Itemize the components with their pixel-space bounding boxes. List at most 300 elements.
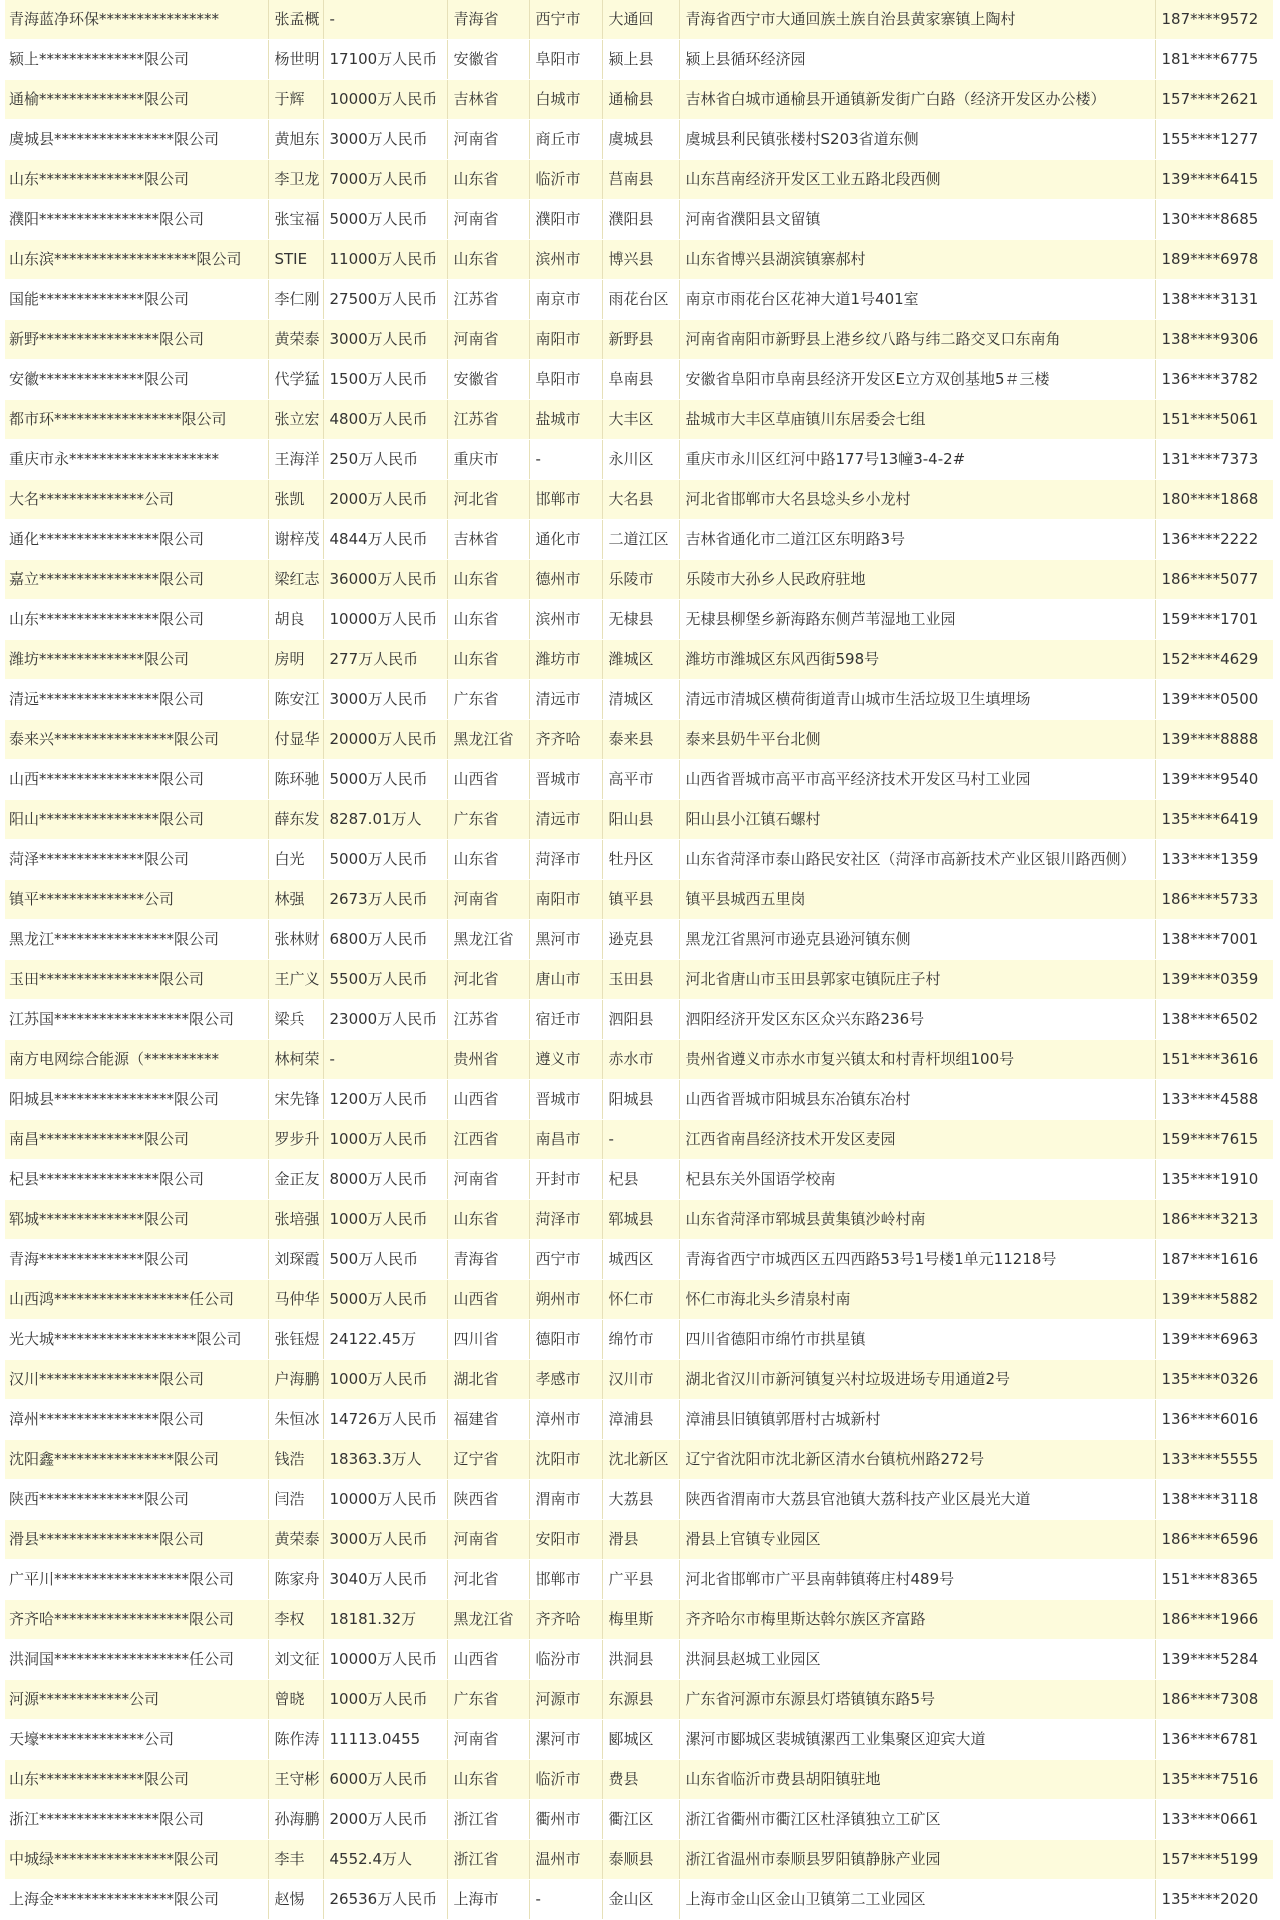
- cell-city: 南阳市: [529, 880, 602, 920]
- cell-phone: 151****5061: [1155, 400, 1273, 440]
- cell-province: 湖北省: [447, 1360, 529, 1400]
- cell-city: 濮阳市: [529, 200, 602, 240]
- cell-province: 浙江省: [447, 1800, 529, 1840]
- cell-legal-person: 黄荣泰: [268, 1520, 323, 1560]
- cell-province: 江西省: [447, 1120, 529, 1160]
- cell-legal-person: 薛东发: [268, 800, 323, 840]
- cell-city: 黑河市: [529, 920, 602, 960]
- table-row: [5, 160, 1273, 200]
- cell-company: 漳州****************限公司: [5, 1400, 268, 1440]
- cell-company: 天壕**************公司: [5, 1720, 268, 1760]
- cell-registered-capital: 27500万人民币: [323, 280, 447, 320]
- cell-district: 清城区: [602, 680, 679, 720]
- table-row: [5, 640, 1273, 680]
- cell-district: 怀仁市: [602, 1280, 679, 1320]
- cell-legal-person: 罗步升: [268, 1120, 323, 1160]
- cell-address: 杞县东关外国语学校南: [679, 1160, 1155, 1200]
- cell-province: 河北省: [447, 480, 529, 520]
- cell-district: 泰顺县: [602, 1840, 679, 1880]
- table-row: [5, 1640, 1273, 1680]
- cell-address: 漳浦县旧镇镇郭厝村古城新村: [679, 1400, 1155, 1440]
- table-row: [5, 1800, 1273, 1840]
- table-row: [5, 920, 1273, 960]
- cell-district: 东源县: [602, 1680, 679, 1720]
- cell-city: 齐齐哈: [529, 720, 602, 760]
- cell-legal-person: 于辉: [268, 80, 323, 120]
- cell-registered-capital: 18363.3万人: [323, 1440, 447, 1480]
- cell-district: 通榆县: [602, 80, 679, 120]
- cell-city: 商丘市: [529, 120, 602, 160]
- cell-company: 齐齐哈******************限公司: [5, 1600, 268, 1640]
- cell-province: 河北省: [447, 960, 529, 1000]
- cell-address: 黑龙江省黑河市逊克县逊河镇东侧: [679, 920, 1155, 960]
- cell-registered-capital: 2000万人民币: [323, 1800, 447, 1840]
- cell-phone: 138****3131: [1155, 280, 1273, 320]
- cell-phone: 186****7308: [1155, 1680, 1273, 1720]
- cell-district: 洪洞县: [602, 1640, 679, 1680]
- cell-company: 洪洞国******************任公司: [5, 1640, 268, 1680]
- table-row: [5, 560, 1273, 600]
- cell-registered-capital: 2673万人民币: [323, 880, 447, 920]
- cell-registered-capital: -: [323, 1040, 447, 1080]
- table-row: [5, 1320, 1273, 1360]
- cell-phone: 139****0500: [1155, 680, 1273, 720]
- cell-address: 山东省临沂市费县胡阳镇驻地: [679, 1760, 1155, 1800]
- cell-registered-capital: 18181.32万: [323, 1600, 447, 1640]
- cell-legal-person: 李卫龙: [268, 160, 323, 200]
- cell-district: 乐陵市: [602, 560, 679, 600]
- cell-province: 山西省: [447, 760, 529, 800]
- cell-city: 南阳市: [529, 320, 602, 360]
- cell-legal-person: 赵惕: [268, 1880, 323, 1920]
- cell-legal-person: 李丰: [268, 1840, 323, 1880]
- cell-city: 齐齐哈: [529, 1600, 602, 1640]
- cell-province: 河北省: [447, 1560, 529, 1600]
- table-row: [5, 200, 1273, 240]
- table-row: [5, 1200, 1273, 1240]
- cell-legal-person: 户海鹏: [268, 1360, 323, 1400]
- cell-legal-person: 谢梓茂: [268, 520, 323, 560]
- cell-legal-person: 梁红志: [268, 560, 323, 600]
- cell-city: 通化市: [529, 520, 602, 560]
- cell-province: 青海省: [447, 0, 529, 40]
- cell-phone: 139****9540: [1155, 760, 1273, 800]
- table-row: [5, 320, 1273, 360]
- cell-address: 怀仁市海北头乡清泉村南: [679, 1280, 1155, 1320]
- cell-address: 浙江省衢州市衢江区杜泽镇独立工矿区: [679, 1800, 1155, 1840]
- cell-district: 潍城区: [602, 640, 679, 680]
- cell-district: 颍上县: [602, 40, 679, 80]
- table-row: [5, 960, 1273, 1000]
- cell-registered-capital: 1000万人民币: [323, 1680, 447, 1720]
- cell-phone: 139****5284: [1155, 1640, 1273, 1680]
- cell-registered-capital: 2000万人民币: [323, 480, 447, 520]
- cell-address: 山东省菏泽市郓城县黄集镇沙岭村南: [679, 1200, 1155, 1240]
- cell-legal-person: 黄荣泰: [268, 320, 323, 360]
- cell-phone: 186****1966: [1155, 1600, 1273, 1640]
- cell-registered-capital: 500万人民币: [323, 1240, 447, 1280]
- cell-phone: 133****5555: [1155, 1440, 1273, 1480]
- cell-district: 无棣县: [602, 600, 679, 640]
- cell-registered-capital: 24122.45万: [323, 1320, 447, 1360]
- cell-district: 金山区: [602, 1880, 679, 1920]
- cell-legal-person: 曾晓: [268, 1680, 323, 1720]
- cell-city: 清远市: [529, 800, 602, 840]
- cell-legal-person: 张钰煜: [268, 1320, 323, 1360]
- cell-address: 四川省德阳市绵竹市拱星镇: [679, 1320, 1155, 1360]
- cell-registered-capital: 1000万人民币: [323, 1360, 447, 1400]
- cell-phone: 157****2621: [1155, 80, 1273, 120]
- table-row: [5, 1080, 1273, 1120]
- table-row: [5, 520, 1273, 560]
- cell-company: 山西****************限公司: [5, 760, 268, 800]
- cell-company: 南方电网综合能源（**********: [5, 1040, 268, 1080]
- cell-district: 泗阳县: [602, 1000, 679, 1040]
- cell-city: 渭南市: [529, 1480, 602, 1520]
- cell-address: 颍上县循环经济园: [679, 40, 1155, 80]
- cell-legal-person: 陈安江: [268, 680, 323, 720]
- cell-legal-person: 闫浩: [268, 1480, 323, 1520]
- cell-phone: 135****7516: [1155, 1760, 1273, 1800]
- cell-company: 中城绿****************限公司: [5, 1840, 268, 1880]
- cell-address: 清远市清城区横荷街道青山城市生活垃圾卫生填埋场: [679, 680, 1155, 720]
- cell-address: 吉林省通化市二道江区东明路3号: [679, 520, 1155, 560]
- cell-address: 泰来县奶牛平台北侧: [679, 720, 1155, 760]
- table-row: [5, 1680, 1273, 1720]
- cell-province: 辽宁省: [447, 1440, 529, 1480]
- cell-phone: 139****0359: [1155, 960, 1273, 1000]
- cell-district: 阳城县: [602, 1080, 679, 1120]
- cell-company: 沈阳鑫****************限公司: [5, 1440, 268, 1480]
- cell-district: 漳浦县: [602, 1400, 679, 1440]
- table-row: [5, 1480, 1273, 1520]
- cell-phone: 139****6415: [1155, 160, 1273, 200]
- cell-province: 黑龙江省: [447, 720, 529, 760]
- cell-address: 潍坊市潍城区东风西街598号: [679, 640, 1155, 680]
- cell-phone: 186****5733: [1155, 880, 1273, 920]
- cell-city: 安阳市: [529, 1520, 602, 1560]
- cell-district: 梅里斯: [602, 1600, 679, 1640]
- cell-district: 滑县: [602, 1520, 679, 1560]
- cell-registered-capital: 5000万人民币: [323, 1280, 447, 1320]
- cell-phone: 187****1616: [1155, 1240, 1273, 1280]
- cell-company: 广平川******************限公司: [5, 1560, 268, 1600]
- cell-company: 嘉立****************限公司: [5, 560, 268, 600]
- cell-city: 漳州市: [529, 1400, 602, 1440]
- cell-phone: 136****2222: [1155, 520, 1273, 560]
- cell-legal-person: 胡良: [268, 600, 323, 640]
- cell-province: 青海省: [447, 1240, 529, 1280]
- cell-city: 清远市: [529, 680, 602, 720]
- cell-company: 陕西**************限公司: [5, 1480, 268, 1520]
- cell-address: 辽宁省沈阳市沈北新区清水台镇杭州路272号: [679, 1440, 1155, 1480]
- cell-legal-person: 钱浩: [268, 1440, 323, 1480]
- cell-phone: 186****6596: [1155, 1520, 1273, 1560]
- cell-phone: 131****7373: [1155, 440, 1273, 480]
- cell-province: 山东省: [447, 1200, 529, 1240]
- table-row: [5, 720, 1273, 760]
- cell-phone: 151****8365: [1155, 1560, 1273, 1600]
- cell-phone: 186****5077: [1155, 560, 1273, 600]
- cell-city: 潍坊市: [529, 640, 602, 680]
- cell-phone: 138****7001: [1155, 920, 1273, 960]
- cell-registered-capital: 1500万人民币: [323, 360, 447, 400]
- cell-province: 广东省: [447, 800, 529, 840]
- cell-registered-capital: 1200万人民币: [323, 1080, 447, 1120]
- cell-company: 菏泽**************限公司: [5, 840, 268, 880]
- cell-address: 滑县上官镇专业园区: [679, 1520, 1155, 1560]
- cell-phone: 181****6775: [1155, 40, 1273, 80]
- table-row: [5, 440, 1273, 480]
- table-row: [5, 760, 1273, 800]
- cell-registered-capital: 11000万人民币: [323, 240, 447, 280]
- cell-phone: 135****1910: [1155, 1160, 1273, 1200]
- cell-registered-capital: 277万人民币: [323, 640, 447, 680]
- cell-company: 山西鸿******************任公司: [5, 1280, 268, 1320]
- cell-legal-person: 代学猛: [268, 360, 323, 400]
- cell-city: 河源市: [529, 1680, 602, 1720]
- table-row: [5, 1280, 1273, 1320]
- cell-address: 山西省晋城市高平市高平经济技术开发区马村工业园: [679, 760, 1155, 800]
- cell-address: 安徽省阜阳市阜南县经济开发区E立方双创基地5＃三楼: [679, 360, 1155, 400]
- cell-registered-capital: 10000万人民币: [323, 80, 447, 120]
- table-row: [5, 1760, 1273, 1800]
- table-row: [5, 80, 1273, 120]
- cell-legal-person: 陈作涛: [268, 1720, 323, 1760]
- cell-company: 光大城*******************限公司: [5, 1320, 268, 1360]
- cell-province: 广东省: [447, 680, 529, 720]
- cell-district: 虞城县: [602, 120, 679, 160]
- table-row: [5, 360, 1273, 400]
- table-row: [5, 1840, 1273, 1880]
- cell-address: 山东莒南经济开发区工业五路北段西侧: [679, 160, 1155, 200]
- cell-city: 临沂市: [529, 1760, 602, 1800]
- cell-company: 玉田****************限公司: [5, 960, 268, 1000]
- cell-address: 上海市金山区金山卫镇第二工业园区: [679, 1880, 1155, 1920]
- cell-address: 河南省濮阳县文留镇: [679, 200, 1155, 240]
- cell-city: 宿迁市: [529, 1000, 602, 1040]
- cell-province: 上海市: [447, 1880, 529, 1920]
- cell-district: 大荔县: [602, 1480, 679, 1520]
- cell-address: 重庆市永川区红河中路177号13幢3-4-2#: [679, 440, 1155, 480]
- cell-district: 大通回: [602, 0, 679, 40]
- cell-legal-person: 黄旭东: [268, 120, 323, 160]
- table-row: [5, 840, 1273, 880]
- cell-city: 白城市: [529, 80, 602, 120]
- cell-legal-person: 李仁刚: [268, 280, 323, 320]
- cell-registered-capital: 14726万人民币: [323, 1400, 447, 1440]
- cell-address: 山东省菏泽市泰山路民安社区（菏泽市高新技术产业区银川路西侧）: [679, 840, 1155, 880]
- cell-district: 赤水市: [602, 1040, 679, 1080]
- cell-registered-capital: 7000万人民币: [323, 160, 447, 200]
- cell-province: 吉林省: [447, 520, 529, 560]
- table-row: [5, 1880, 1273, 1920]
- cell-company: 滑县****************限公司: [5, 1520, 268, 1560]
- cell-city: 沈阳市: [529, 1440, 602, 1480]
- cell-province: 河南省: [447, 320, 529, 360]
- cell-province: 山东省: [447, 560, 529, 600]
- table-row: [5, 1160, 1273, 1200]
- cell-phone: 135****0326: [1155, 1360, 1273, 1400]
- cell-phone: 151****3616: [1155, 1040, 1273, 1080]
- cell-registered-capital: 20000万人民币: [323, 720, 447, 760]
- cell-phone: 138****6502: [1155, 1000, 1273, 1040]
- cell-legal-person: 刘文征: [268, 1640, 323, 1680]
- cell-district: 费县: [602, 1760, 679, 1800]
- cell-address: 虞城县利民镇张楼村S203省道东侧: [679, 120, 1155, 160]
- cell-address: 山西省晋城市阳城县东冶镇东冶村: [679, 1080, 1155, 1120]
- cell-province: 河南省: [447, 200, 529, 240]
- cell-legal-person: 陈环驰: [268, 760, 323, 800]
- cell-legal-person: 王广义: [268, 960, 323, 1000]
- cell-legal-person: 王守彬: [268, 1760, 323, 1800]
- cell-company: 镇平**************公司: [5, 880, 268, 920]
- cell-registered-capital: 3000万人民币: [323, 320, 447, 360]
- table-row: [5, 1440, 1273, 1480]
- cell-city: 滨州市: [529, 240, 602, 280]
- cell-province: 吉林省: [447, 80, 529, 120]
- cell-legal-person: 王海洋: [268, 440, 323, 480]
- cell-phone: 136****6016: [1155, 1400, 1273, 1440]
- cell-company: 泰来兴****************限公司: [5, 720, 268, 760]
- cell-phone: 155****1277: [1155, 120, 1273, 160]
- cell-company: 上海金****************限公司: [5, 1880, 268, 1920]
- cell-district: 濮阳县: [602, 200, 679, 240]
- cell-legal-person: 刘琛霞: [268, 1240, 323, 1280]
- cell-company: 郓城**************限公司: [5, 1200, 268, 1240]
- cell-city: 邯郸市: [529, 480, 602, 520]
- cell-province: 河南省: [447, 1720, 529, 1760]
- cell-province: 陕西省: [447, 1480, 529, 1520]
- cell-registered-capital: 4552.4万人: [323, 1840, 447, 1880]
- cell-phone: 139****6963: [1155, 1320, 1273, 1360]
- table-row: [5, 1520, 1273, 1560]
- cell-city: 朔州市: [529, 1280, 602, 1320]
- cell-address: 河北省唐山市玉田县郭家屯镇阮庄子村: [679, 960, 1155, 1000]
- cell-legal-person: 张凯: [268, 480, 323, 520]
- cell-city: 南昌市: [529, 1120, 602, 1160]
- cell-phone: 138****3118: [1155, 1480, 1273, 1520]
- table-row: [5, 400, 1273, 440]
- cell-district: 郾城区: [602, 1720, 679, 1760]
- cell-address: 湖北省汉川市新河镇复兴村垃圾进场专用通道2号: [679, 1360, 1155, 1400]
- cell-city: 德阳市: [529, 1320, 602, 1360]
- cell-company: 山东**************限公司: [5, 1760, 268, 1800]
- cell-city: 邯郸市: [529, 1560, 602, 1600]
- cell-registered-capital: -: [323, 0, 447, 40]
- cell-company: 河源************公司: [5, 1680, 268, 1720]
- cell-company: 阳城县****************限公司: [5, 1080, 268, 1120]
- cell-legal-person: 李权: [268, 1600, 323, 1640]
- cell-district: 高平市: [602, 760, 679, 800]
- cell-province: 江苏省: [447, 280, 529, 320]
- cell-district: 莒南县: [602, 160, 679, 200]
- cell-city: 盐城市: [529, 400, 602, 440]
- cell-registered-capital: 5000万人民币: [323, 760, 447, 800]
- cell-company: 青海蓝净环保****************: [5, 0, 268, 40]
- cell-registered-capital: 23000万人民币: [323, 1000, 447, 1040]
- table-row: [5, 1560, 1273, 1600]
- cell-address: 阳山县小江镇石螺村: [679, 800, 1155, 840]
- cell-province: 福建省: [447, 1400, 529, 1440]
- cell-company: 都市环*****************限公司: [5, 400, 268, 440]
- cell-registered-capital: 5000万人民币: [323, 200, 447, 240]
- cell-district: 二道江区: [602, 520, 679, 560]
- table-row: [5, 1240, 1273, 1280]
- cell-registered-capital: 5500万人民币: [323, 960, 447, 1000]
- cell-address: 吉林省白城市通榆县开通镇新发街广白路（经济开发区办公楼）: [679, 80, 1155, 120]
- cell-registered-capital: 11113.0455: [323, 1720, 447, 1760]
- cell-legal-person: 林强: [268, 880, 323, 920]
- cell-district: 衢江区: [602, 1800, 679, 1840]
- cell-registered-capital: 1000万人民币: [323, 1120, 447, 1160]
- cell-province: 贵州省: [447, 1040, 529, 1080]
- cell-registered-capital: 10000万人民币: [323, 1640, 447, 1680]
- cell-address: 乐陵市大孙乡人民政府驻地: [679, 560, 1155, 600]
- cell-registered-capital: 10000万人民币: [323, 600, 447, 640]
- cell-city: 孝感市: [529, 1360, 602, 1400]
- cell-legal-person: 张立宏: [268, 400, 323, 440]
- cell-registered-capital: 5000万人民币: [323, 840, 447, 880]
- cell-company: 通化****************限公司: [5, 520, 268, 560]
- table-row: [5, 1120, 1273, 1160]
- cell-province: 山西省: [447, 1080, 529, 1120]
- cell-address: 洪洞县赵城工业园区: [679, 1640, 1155, 1680]
- cell-legal-person: 宋先锋: [268, 1080, 323, 1120]
- table-row: [5, 1040, 1273, 1080]
- cell-city: 唐山市: [529, 960, 602, 1000]
- table-row: [5, 1600, 1273, 1640]
- cell-address: 浙江省温州市泰顺县罗阳镇静脉产业园: [679, 1840, 1155, 1880]
- cell-phone: 135****2020: [1155, 1880, 1273, 1920]
- company-table: [5, 0, 1273, 1920]
- cell-legal-person: 张培强: [268, 1200, 323, 1240]
- table-row: [5, 240, 1273, 280]
- cell-district: 郓城县: [602, 1200, 679, 1240]
- cell-address: 镇平县城西五里岗: [679, 880, 1155, 920]
- cell-city: 菏泽市: [529, 1200, 602, 1240]
- cell-city: 漯河市: [529, 1720, 602, 1760]
- cell-address: 江西省南昌经济技术开发区麦园: [679, 1120, 1155, 1160]
- cell-province: 河南省: [447, 120, 529, 160]
- cell-phone: 157****5199: [1155, 1840, 1273, 1880]
- cell-registered-capital: 3040万人民币: [323, 1560, 447, 1600]
- cell-legal-person: 张孟概: [268, 0, 323, 40]
- cell-legal-person: 马仲华: [268, 1280, 323, 1320]
- cell-company: 阳山****************限公司: [5, 800, 268, 840]
- cell-registered-capital: 4800万人民币: [323, 400, 447, 440]
- cell-registered-capital: 6800万人民币: [323, 920, 447, 960]
- cell-legal-person: 孙海鹏: [268, 1800, 323, 1840]
- cell-province: 山东省: [447, 840, 529, 880]
- cell-registered-capital: 17100万人民币: [323, 40, 447, 80]
- table-row: [5, 1720, 1273, 1760]
- table-row: [5, 120, 1273, 160]
- cell-company: 汉川****************限公司: [5, 1360, 268, 1400]
- cell-company: 通榆**************限公司: [5, 80, 268, 120]
- cell-district: 大名县: [602, 480, 679, 520]
- table-row: [5, 480, 1273, 520]
- cell-company: 颍上**************限公司: [5, 40, 268, 80]
- cell-address: 河南省南阳市新野县上港乡纹八路与纬二路交叉口东南角: [679, 320, 1155, 360]
- table-row: [5, 880, 1273, 920]
- cell-city: 德州市: [529, 560, 602, 600]
- cell-city: -: [529, 1880, 602, 1920]
- cell-legal-person: 白光: [268, 840, 323, 880]
- cell-address: 河北省邯郸市广平县南韩镇蒋庄村489号: [679, 1560, 1155, 1600]
- cell-address: 泗阳经济开发区东区众兴东路236号: [679, 1000, 1155, 1040]
- cell-company: 潍坊**************限公司: [5, 640, 268, 680]
